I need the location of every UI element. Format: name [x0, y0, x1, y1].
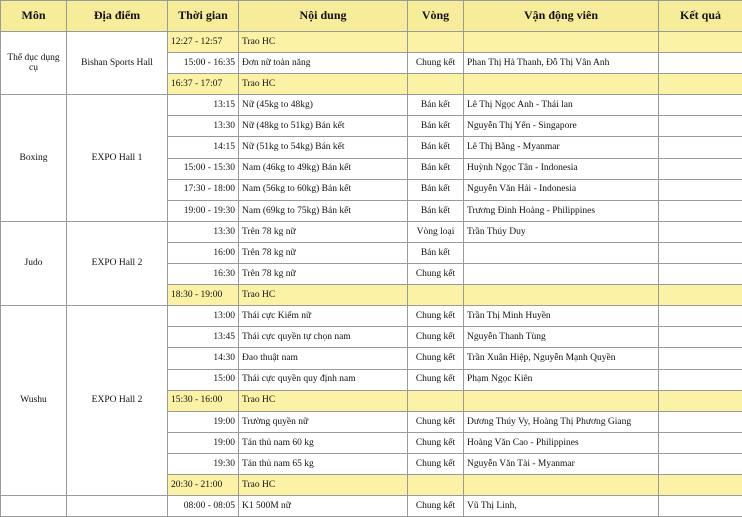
- round-cell: [408, 285, 464, 306]
- time-cell: 19:00: [168, 432, 239, 453]
- time-cell: 18:30 - 19:00: [168, 285, 239, 306]
- athlete-cell: Phạm Ngọc Kiên: [464, 369, 659, 390]
- content-cell: Trên 78 kg nữ: [239, 221, 408, 242]
- content-cell: Nam (46kg to 49kg) Bán kết: [239, 158, 408, 179]
- content-cell: Trao HC: [239, 74, 408, 95]
- sport-cell: [1, 496, 67, 517]
- round-cell: Chung kết: [408, 306, 464, 327]
- time-cell: 13:45: [168, 327, 239, 348]
- round-cell: Bán kết: [408, 95, 464, 116]
- col-header-time: Thời gian: [168, 1, 239, 32]
- result-cell: [659, 137, 742, 158]
- col-header-sport: Môn: [1, 1, 67, 32]
- athlete-cell: Trần Thị Minh Huyền: [464, 306, 659, 327]
- round-cell: Chung kết: [408, 264, 464, 285]
- content-cell: Thái cực Kiếm nữ: [239, 306, 408, 327]
- round-cell: Bán kết: [408, 137, 464, 158]
- round-cell: Chung kết: [408, 411, 464, 432]
- venue-cell: EXPO Hall 2: [67, 306, 168, 496]
- result-cell: [659, 116, 742, 137]
- time-cell: 12:27 - 12:57: [168, 32, 239, 53]
- time-cell: 14:15: [168, 137, 239, 158]
- athlete-cell: Trần Xuân Hiệp, Nguyễn Mạnh Quyền: [464, 348, 659, 369]
- time-cell: 13:30: [168, 116, 239, 137]
- athlete-cell: [464, 74, 659, 95]
- time-cell: 14:30: [168, 348, 239, 369]
- result-cell: [659, 285, 742, 306]
- col-header-venue: Địa điểm: [67, 1, 168, 32]
- col-header-result: Kết quả: [659, 1, 742, 32]
- table-row: [1, 32, 742, 53]
- content-cell: Trên 78 kg nữ: [239, 264, 408, 285]
- venue-cell: EXPO Hall 1: [67, 95, 168, 222]
- round-cell: [408, 474, 464, 495]
- time-cell: 13:15: [168, 95, 239, 116]
- content-cell: Đơn nữ toàn năng: [239, 53, 408, 74]
- result-cell: [659, 306, 742, 327]
- content-cell: Nam (69kg to 75kg) Bán kết: [239, 200, 408, 221]
- result-cell: [659, 432, 742, 453]
- content-cell: Tán thủ nam 65 kg: [239, 453, 408, 474]
- content-cell: Trường quyền nữ: [239, 411, 408, 432]
- round-cell: Chung kết: [408, 369, 464, 390]
- time-cell: 15:00: [168, 369, 239, 390]
- venue-cell: Bishan Sports Hall: [67, 32, 168, 95]
- round-cell: [408, 390, 464, 411]
- result-cell: [659, 327, 742, 348]
- col-header-athlete: Vận động viên: [464, 1, 659, 32]
- table-row: [1, 496, 742, 517]
- round-cell: [408, 74, 464, 95]
- result-cell: [659, 264, 742, 285]
- time-cell: 20:30 - 21:00: [168, 474, 239, 495]
- time-cell: 16:37 - 17:07: [168, 74, 239, 95]
- athlete-cell: Hoàng Văn Cao - Philippines: [464, 432, 659, 453]
- result-cell: [659, 369, 742, 390]
- content-cell: Trao HC: [239, 474, 408, 495]
- time-cell: 15:00 - 16:35: [168, 53, 239, 74]
- content-cell: Nữ (51kg to 54kg) Bán kết: [239, 137, 408, 158]
- result-cell: [659, 496, 742, 517]
- content-cell: Thái cực quyền tự chọn nam: [239, 327, 408, 348]
- athlete-cell: Trương Đình Hoàng - Philippines: [464, 200, 659, 221]
- athlete-cell: [464, 32, 659, 53]
- table-row: [1, 306, 742, 327]
- result-cell: [659, 348, 742, 369]
- col-header-round: Vòng: [408, 1, 464, 32]
- athlete-cell: Vũ Thị Linh,: [464, 496, 659, 517]
- time-cell: 15:00 - 15:30: [168, 158, 239, 179]
- round-cell: Chung kết: [408, 432, 464, 453]
- time-cell: 19:00: [168, 411, 239, 432]
- result-cell: [659, 95, 742, 116]
- content-cell: K1 500M nữ: [239, 496, 408, 517]
- content-cell: Trao HC: [239, 32, 408, 53]
- athlete-cell: [464, 390, 659, 411]
- time-cell: 13:00: [168, 306, 239, 327]
- athlete-cell: Huỳnh Ngọc Tân - Indonesia: [464, 158, 659, 179]
- round-cell: Bán kết: [408, 200, 464, 221]
- athlete-cell: Nguyễn Văn Tài - Myanmar: [464, 453, 659, 474]
- round-cell: Chung kết: [408, 496, 464, 517]
- result-cell: [659, 32, 742, 53]
- result-cell: [659, 74, 742, 95]
- athlete-cell: [464, 264, 659, 285]
- col-header-content: Nội dung: [239, 1, 408, 32]
- round-cell: [408, 32, 464, 53]
- venue-cell: [67, 496, 168, 517]
- athlete-cell: Phan Thị Hà Thanh, Đỗ Thị Vân Anh: [464, 53, 659, 74]
- time-cell: 08:00 - 08:05: [168, 496, 239, 517]
- table-header: [1, 1, 742, 32]
- content-cell: Tán thủ nam 60 kg: [239, 432, 408, 453]
- table-body: [1, 32, 742, 517]
- result-cell: [659, 242, 742, 263]
- sport-cell: Judo: [1, 221, 67, 305]
- round-cell: Bán kết: [408, 158, 464, 179]
- result-cell: [659, 200, 742, 221]
- result-cell: [659, 221, 742, 242]
- content-cell: Nam (56kg to 60kg) Bán kết: [239, 179, 408, 200]
- athlete-cell: [464, 474, 659, 495]
- athlete-cell: Nguyễn Thanh Tùng: [464, 327, 659, 348]
- content-cell: Trao HC: [239, 390, 408, 411]
- sport-cell: Boxing: [1, 95, 67, 222]
- result-cell: [659, 390, 742, 411]
- result-cell: [659, 53, 742, 74]
- athlete-cell: [464, 242, 659, 263]
- athlete-cell: Nguyễn Thị Yến - Singapore: [464, 116, 659, 137]
- result-cell: [659, 453, 742, 474]
- athlete-cell: Trần Thúy Duy: [464, 221, 659, 242]
- round-cell: Bán kết: [408, 116, 464, 137]
- athlete-cell: Nguyễn Văn Hải - Indonesia: [464, 179, 659, 200]
- round-cell: Bán kết: [408, 179, 464, 200]
- athlete-cell: [464, 285, 659, 306]
- content-cell: Trao HC: [239, 285, 408, 306]
- sport-cell: Wushu: [1, 306, 67, 496]
- athlete-cell: Lê Thị Ngọc Anh - Thái lan: [464, 95, 659, 116]
- time-cell: 13:30: [168, 221, 239, 242]
- result-cell: [659, 411, 742, 432]
- content-cell: Nữ (48kg to 51kg) Bán kết: [239, 116, 408, 137]
- athlete-cell: Dương Thúy Vy, Hoàng Thị Phương Giang: [464, 411, 659, 432]
- time-cell: 15:30 - 16:00: [168, 390, 239, 411]
- content-cell: Nữ (45kg to 48kg): [239, 95, 408, 116]
- result-cell: [659, 179, 742, 200]
- time-cell: 19:30: [168, 453, 239, 474]
- round-cell: Bán kết: [408, 242, 464, 263]
- venue-cell: EXPO Hall 2: [67, 221, 168, 305]
- round-cell: Vòng loại: [408, 221, 464, 242]
- table-row: [1, 221, 742, 242]
- round-cell: Chung kết: [408, 327, 464, 348]
- table-row: [1, 95, 742, 116]
- content-cell: Trên 78 kg nữ: [239, 242, 408, 263]
- round-cell: Chung kết: [408, 453, 464, 474]
- result-cell: [659, 158, 742, 179]
- round-cell: Chung kết: [408, 53, 464, 74]
- time-cell: 19:00 - 19:30: [168, 200, 239, 221]
- round-cell: Chung kết: [408, 348, 464, 369]
- time-cell: 16:30: [168, 264, 239, 285]
- sport-cell: Thể dục dụng cụ: [1, 32, 67, 95]
- time-cell: 16:00: [168, 242, 239, 263]
- result-cell: [659, 474, 742, 495]
- content-cell: Thái cực quyền quy định nam: [239, 369, 408, 390]
- content-cell: Đao thuật nam: [239, 348, 408, 369]
- time-cell: 17:30 - 18:00: [168, 179, 239, 200]
- athlete-cell: Lê Thị Bằng - Myanmar: [464, 137, 659, 158]
